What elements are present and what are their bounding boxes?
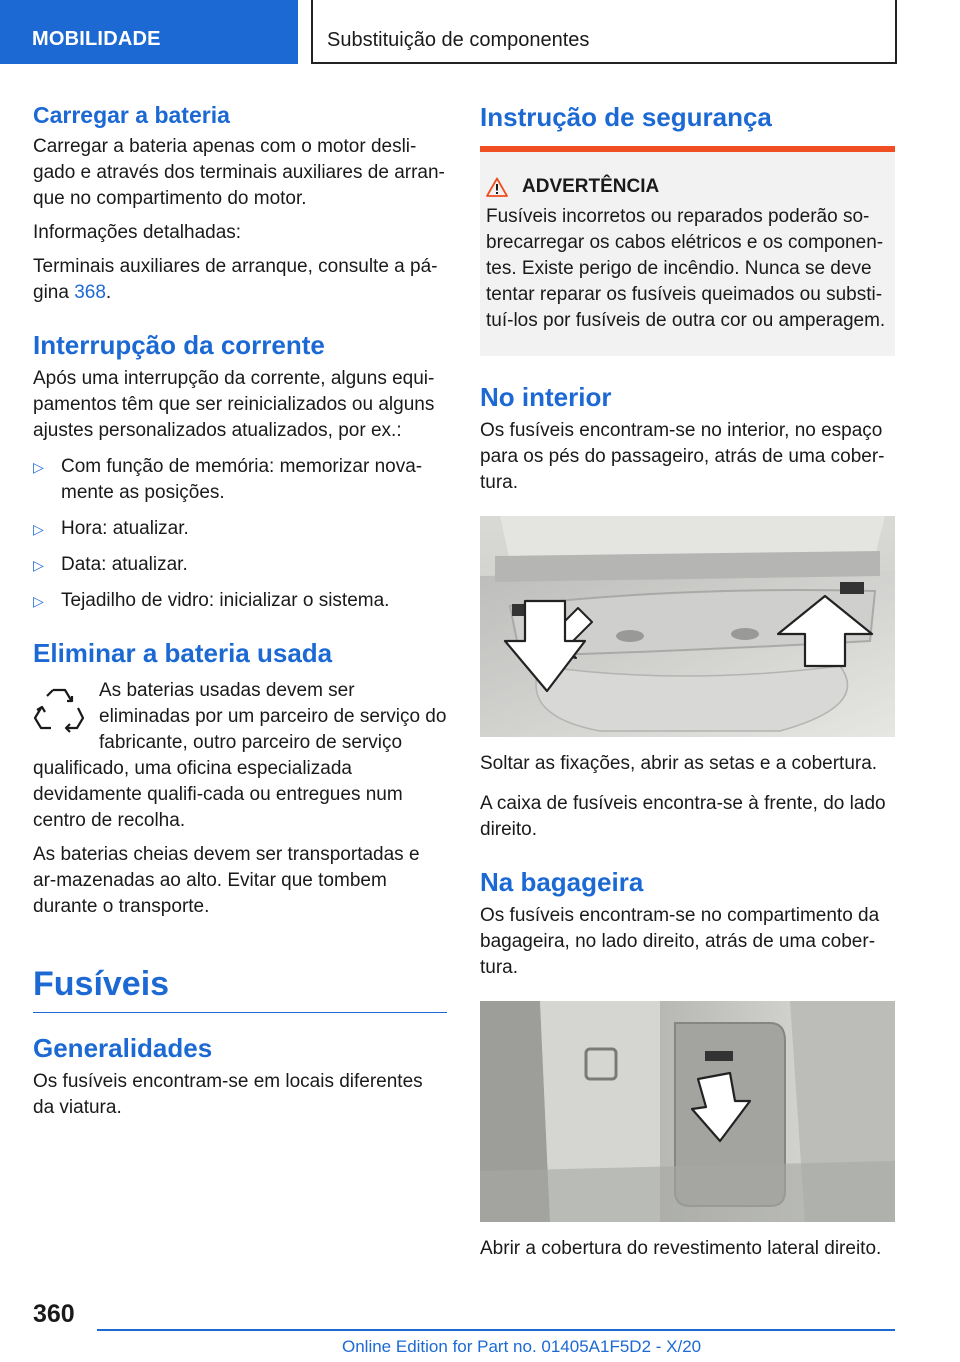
footer-divider <box>97 1329 895 1331</box>
trunk-paragraph: Os fusíveis encontram-se no compartimento da bagageira, no lado direito, atrás de uma cober-tura. <box>480 905 880 978</box>
page-link-368[interactable]: 368 <box>74 282 106 303</box>
list-item: ▷ Tejadilho de vidro: inicializar o sistema. <box>33 588 447 614</box>
footwell-cover-illustration <box>480 516 895 737</box>
warning-box <box>480 152 895 356</box>
heading-dispose-battery: Eliminar a bateria usada <box>33 638 333 668</box>
header-chapter-label: Substituição de componentes <box>327 29 590 51</box>
triangle-bullet-icon: ▷ <box>33 557 44 573</box>
trunk-side-panel-image <box>480 1001 895 1222</box>
dispose-paragraph-2: As baterias cheias devem ser transportadas e ar-mazenadas ao alto. Evitar que tombem durante o transporte. <box>33 844 420 917</box>
list-item: ▷ Data: atualizar. <box>33 552 447 578</box>
interior-caption: Soltar as fixações, abrir as setas e a cobertura. <box>480 753 878 774</box>
charge-paragraph-3 <box>33 254 447 306</box>
trunk-cover-illustration <box>480 1001 895 1222</box>
warning-heading <box>486 174 887 200</box>
heading-interior: No interior <box>480 382 612 412</box>
interruption-list <box>33 454 447 614</box>
interior-note: A caixa de fusíveis encontra-se à frente, do lado direito. <box>480 793 886 840</box>
page-number: 360 <box>33 1300 75 1328</box>
trunk-caption: Abrir a cobertura do revestimento lateral direito. <box>480 1238 882 1259</box>
right-column <box>480 100 895 1262</box>
dispose-paragraph-1: As baterias usadas devem ser eliminadas por um parceiro de serviço do fabricante, outro parceiro de serviço qualificado, uma oficina especializada devidamente qualifi-cada ou entregues num centro de recolha. <box>33 680 447 831</box>
interior-paragraph: Os fusíveis encontram-se no interior, no espaço para os pés do passageiro, atrás de uma cober-tura. <box>480 420 885 493</box>
footer-edition: Online Edition for Part no. 01405A1F5D2 - X/20 <box>342 1337 702 1356</box>
interior-footwell-image <box>480 516 895 737</box>
heading-trunk: Na bagageira <box>480 867 644 897</box>
triangle-bullet-icon: ▷ <box>33 521 44 537</box>
charge-paragraph-2: Informações detalhadas: <box>33 222 242 243</box>
charge-ref-text: Terminais auxiliares de arranque, consulte a pá-gina <box>33 256 438 303</box>
warning-text: Fusíveis incorretos ou reparados poderão so-brecarregar os cabos elétricos e os componen-tes. Existe perigo de incêndio. Nunca se deve tentar reparar os fusíveis queimados ou substi-tuí-los por fusíveis de outra cor ou amperagem. <box>486 206 886 331</box>
recycle-icon <box>33 684 85 736</box>
interruption-intro: Após uma interrupção da corrente, alguns equi-pamentos têm que ser reinicializados ou alguns ajustes personalizados atualizados, por ex.: <box>33 368 435 441</box>
left-column <box>33 100 447 1121</box>
general-paragraph: Os fusíveis encontram-se em locais diferentes da viatura. <box>33 1071 423 1118</box>
heading-power-interruption: Interrupção da corrente <box>33 330 325 360</box>
header-section-label: MOBILIDADE <box>32 28 161 50</box>
list-item: ▷ Hora: atualizar. <box>33 516 447 542</box>
warning-triangle-icon <box>486 177 508 197</box>
heading-general: Generalidades <box>33 1033 213 1063</box>
heading-fuses: Fusíveis <box>33 962 447 1013</box>
charge-ref-end: . <box>105 282 112 303</box>
heading-charge-battery: Carregar a bateria <box>33 102 230 128</box>
triangle-bullet-icon: ▷ <box>33 459 44 475</box>
warning-label: ADVERTÊNCIA <box>522 176 660 197</box>
charge-paragraph-1: Carregar a bateria apenas com o motor desli-gado e através dos terminais auxiliares de arran-que no compartimento do motor. <box>33 136 445 209</box>
header-chapter-box <box>311 0 897 64</box>
list-item: ▷ Com função de memória: memorizar nova-mente as posições. <box>33 456 423 503</box>
heading-safety: Instrução de segurança <box>480 102 772 132</box>
header-section-tab <box>0 0 298 64</box>
dispose-block <box>33 678 447 834</box>
triangle-bullet-icon: ▷ <box>33 593 44 609</box>
